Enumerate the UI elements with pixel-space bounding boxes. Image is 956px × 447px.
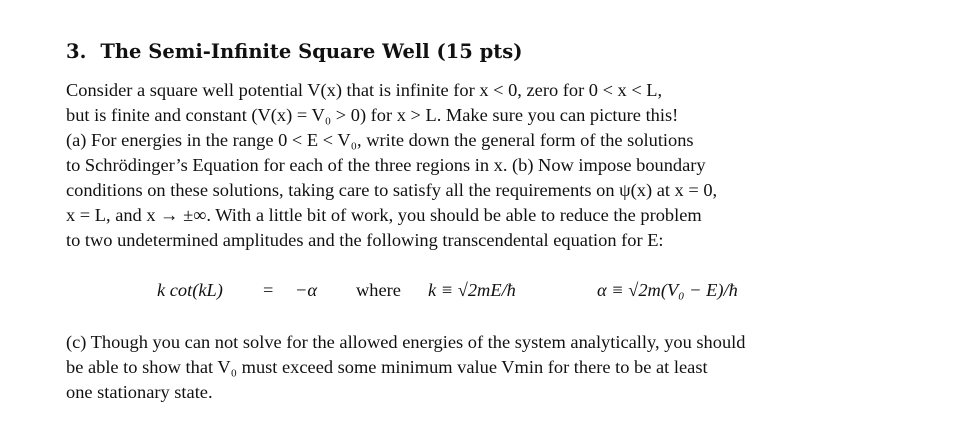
problem-number: 3. <box>66 40 87 63</box>
text-line: to two undetermined amplitudes and the following transcendental equation for E: <box>66 230 664 250</box>
text-line: (a) For energies in the range 0 < E < V₀, write down the general form of the solutions <box>66 130 694 150</box>
problem-statement-paragraph <box>66 78 717 253</box>
text-line: to Schrödinger’s Equation for each of the three regions in x. (b) Now impose boundary <box>66 155 706 175</box>
k-definition: k ≡ √2mE/ħ <box>428 280 516 300</box>
text-line: but is finite and constant (V(x) = V₀ > 0) for x > L. Make sure you can picture this! <box>66 105 679 125</box>
text-line: be able to show that V₀ must exceed some minimum value Vmin for there to be at least <box>66 357 708 377</box>
transcendental-equation <box>0 280 956 308</box>
part-c-paragraph <box>66 330 745 405</box>
text-line: (c) Though you can not solve for the allowed energies of the system analytically, you should <box>66 332 746 352</box>
text-line: x = L, and x → ±∞. With a little bit of work, you should be able to reduce the problem <box>66 205 702 225</box>
problem-title: The Semi-Infinite Square Well (15 pts) <box>100 40 523 63</box>
text-line: one stationary state. <box>66 382 213 402</box>
equation-equals: = <box>263 280 274 300</box>
text-line: conditions on these solutions, taking care to satisfy all the requirements on ψ(x) at x = 0, <box>66 180 718 200</box>
equation-lhs: k cot(kL) <box>157 280 223 300</box>
alpha-definition: α ≡ √2m(V₀ − E)/ħ <box>597 280 738 300</box>
equation-rhs: −α <box>295 280 318 300</box>
equation-where: where <box>356 280 401 300</box>
problem-heading <box>66 40 522 63</box>
text-line: Consider a square well potential V(x) that is infinite for x < 0, zero for 0 < x < L, <box>66 80 663 100</box>
